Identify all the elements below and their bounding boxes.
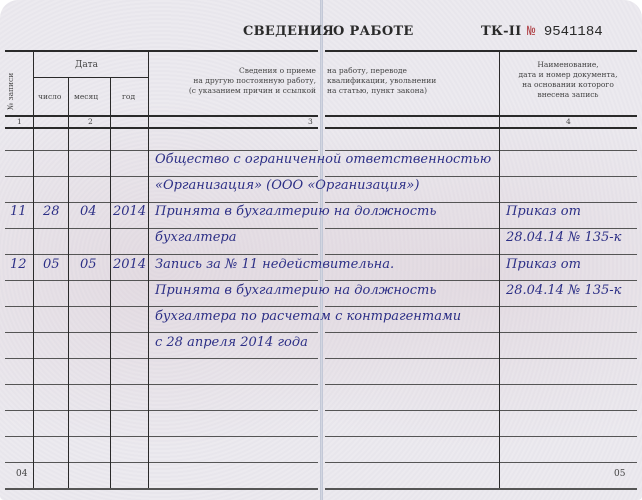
- ruled-line: [5, 228, 318, 229]
- col-divider-5: [499, 51, 500, 488]
- ruled-line: [325, 280, 637, 281]
- month-caption: месяц: [74, 92, 99, 101]
- ruled-line: [5, 176, 318, 177]
- ruled-line: [325, 488, 637, 490]
- entry-12-day: 05: [43, 257, 60, 272]
- col-divider-2: [68, 77, 69, 488]
- info-caption-line: квалификации, увольнении: [327, 76, 437, 85]
- ruled-line: [5, 462, 318, 463]
- numbers-line-right: [325, 127, 637, 129]
- ruled-line: [5, 332, 318, 333]
- numbers-line: [5, 127, 318, 129]
- entry-11-doc-1: 28.04.14 № 135-к: [506, 230, 622, 245]
- entry-11-year: 2014: [113, 204, 147, 219]
- entry-12-month: 05: [80, 257, 97, 272]
- header-bottom-line-right: [325, 115, 637, 117]
- info-caption-right: [327, 66, 497, 96]
- page-number-left: 04: [16, 469, 28, 479]
- document-caption: [500, 60, 636, 100]
- ruled-line: [325, 228, 637, 229]
- entry-12-year: 2014: [113, 257, 147, 272]
- ruled-line: [325, 202, 637, 203]
- date-caption: Дата: [75, 60, 99, 70]
- col-number-4: 4: [566, 117, 571, 126]
- col-divider-4: [148, 51, 149, 488]
- ruled-line: [5, 202, 318, 203]
- entry-12-line-3: с 28 апреля 2014 года: [155, 335, 308, 350]
- ruled-line: [325, 436, 637, 437]
- doc-caption-line: на основании которого: [522, 80, 614, 89]
- header-top-line: [5, 50, 318, 52]
- ruled-line: [325, 358, 637, 359]
- info-caption-line: Сведения о приеме: [239, 66, 316, 75]
- info-caption-line: на работу, переводе: [327, 66, 407, 75]
- entry-11-day: 28: [43, 204, 60, 219]
- ruled-line: [5, 436, 318, 437]
- ruled-line: [325, 332, 637, 333]
- ruled-line: [5, 306, 318, 307]
- ruled-line: [5, 254, 318, 255]
- entry-11-line-1: бухгалтера: [155, 230, 237, 245]
- ruled-line: [325, 384, 637, 385]
- info-caption-left: [158, 66, 316, 96]
- entry-11-no: 11: [10, 204, 27, 219]
- ruled-line: [325, 150, 637, 151]
- title-left: СВЕДЕНИЯ: [243, 24, 335, 39]
- number-value: 9541184: [543, 24, 603, 40]
- col-number-3: 3: [308, 117, 313, 126]
- entry-12-doc-1: 28.04.14 № 135-к: [506, 283, 622, 298]
- entry-12-line-2: бухгалтера по расчетам с контрагентами: [155, 309, 462, 324]
- ruled-line: [325, 306, 637, 307]
- col-divider-1: [33, 51, 34, 488]
- header-top-line-right: [325, 50, 637, 52]
- ruled-line: [5, 358, 318, 359]
- header-bottom-line: [5, 115, 318, 117]
- ruled-line: [5, 488, 318, 490]
- ruled-line: [325, 410, 637, 411]
- entry-0-line-1: «Организация» (ООО «Организация»): [155, 178, 420, 193]
- entry-12-line-0: Запись за № 11 недействительна.: [155, 257, 395, 272]
- year-caption: год: [122, 92, 136, 101]
- col-number-2: 2: [88, 117, 93, 126]
- entry-12-line-1: Принята в бухгалтерию на должность: [155, 283, 437, 298]
- ruled-line: [325, 176, 637, 177]
- info-caption-line: на другую постоянную работу,: [193, 76, 316, 85]
- title-right: О РАБОТЕ: [333, 24, 414, 39]
- doc-caption-line: дата и номер документа,: [518, 70, 618, 79]
- doc-caption-line: внесена запись: [537, 90, 599, 99]
- date-sub-line: [33, 77, 148, 78]
- info-caption-line: (с указанием причин и ссылкой: [188, 86, 316, 95]
- entry-11-month: 04: [80, 204, 97, 219]
- ruled-line: [5, 410, 318, 411]
- ruled-line: [325, 254, 637, 255]
- doc-caption-line: Наименование,: [537, 60, 599, 69]
- serial-number: [527, 24, 603, 40]
- book-spine: [320, 0, 323, 500]
- page-number-right: 05: [614, 469, 626, 479]
- ruled-line: [5, 384, 318, 385]
- col-divider-3: [110, 77, 111, 488]
- series-label: ТК-II: [481, 24, 522, 39]
- entry-11-doc-0: Приказ от: [506, 204, 581, 219]
- entry-11-line-0: Принята в бухгалтерию на должность: [155, 204, 437, 219]
- number-sign: №: [527, 24, 536, 40]
- entry-12-doc-0: Приказ от: [506, 257, 581, 272]
- info-caption-line: на статью, пункт закона): [327, 86, 427, 95]
- entry-0-line-0: Общество с ограниченной ответственностью: [155, 152, 492, 167]
- ruled-line: [5, 280, 318, 281]
- entry-12-no: 12: [10, 257, 27, 272]
- day-caption: число: [38, 92, 62, 101]
- ruled-line: [5, 150, 318, 151]
- ruled-line: [325, 462, 637, 463]
- col-number-1: 1: [17, 117, 22, 126]
- entry-no-caption: № записи: [6, 72, 15, 110]
